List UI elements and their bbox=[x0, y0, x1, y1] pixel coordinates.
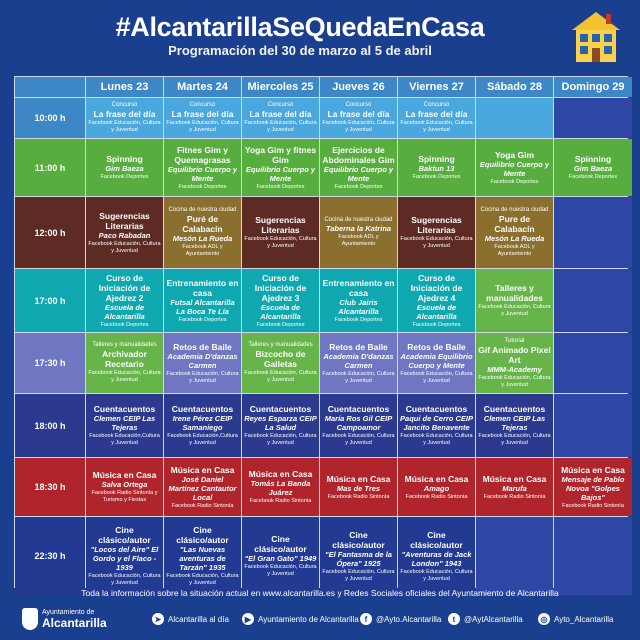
activity-channel: Facebook Educación, Cultura y Juventud bbox=[400, 568, 473, 582]
activity-title: Sugerencias Literarias bbox=[411, 215, 462, 235]
activity-cell[interactable] bbox=[398, 197, 475, 268]
activity-channel: Facebook Deportes bbox=[334, 316, 383, 323]
activity-channel: Facebook Deportes bbox=[178, 183, 227, 190]
activity-category: Concurso bbox=[111, 102, 138, 108]
activity-title: Cuentacuentos bbox=[171, 404, 234, 414]
activity-title: Cuentacuentos bbox=[327, 404, 390, 414]
activity-channel: Facebook Educación, Cultura y Juventud bbox=[400, 120, 473, 133]
time-label: 11:00 h bbox=[15, 139, 85, 196]
activity-channel: Facebook Radio Sintonía bbox=[327, 493, 390, 500]
activity-title: Retos de Baile bbox=[329, 341, 388, 352]
activity-detail: Paco Rabadan bbox=[98, 230, 151, 240]
activity-category: Concurso bbox=[267, 102, 294, 108]
activity-detail: Academia D'danzas Carmen bbox=[323, 351, 394, 370]
activity-channel: Facebook Deportes bbox=[100, 174, 149, 180]
activity-channel: Facebook Educación, Cultura y Juventud bbox=[166, 120, 239, 133]
activity-channel: Facebook ADL y Ayuntamiento bbox=[494, 244, 535, 257]
page-subtitle: Programación del 30 de marzo al 5 de abril bbox=[168, 43, 432, 58]
activity-channel: Facebook Educación, Cultura y Juventud bbox=[88, 240, 161, 254]
empty-slot bbox=[554, 394, 632, 457]
social-label: @AytAlcantarilla bbox=[464, 614, 523, 624]
activity-title: Yoga Gim bbox=[494, 149, 535, 160]
activity-channel: Facebook Educación, Cultura y Juventud bbox=[88, 573, 161, 586]
activity-channel: Facebook Deportes bbox=[569, 174, 617, 180]
activity-detail: Tomás La Banda Juárez bbox=[250, 479, 311, 497]
activity-cell[interactable] bbox=[398, 517, 475, 595]
activity-channel: Facebook Educación, Cultura y Juventud bbox=[166, 370, 239, 384]
activity-channel: Facebook Educación, Cultura y Juventud bbox=[478, 304, 551, 317]
day-header: Martes 24 bbox=[164, 77, 241, 97]
day-header: Jueves 26 bbox=[320, 77, 397, 97]
footer-info: Toda la información sobre la situación actual en www.alcantarilla.es y Redes Sociales oficiales del Ayuntamiento de Alcantarilla bbox=[81, 588, 559, 598]
logo-top: Ayuntamiento de bbox=[42, 608, 95, 616]
activity-cell[interactable] bbox=[476, 269, 553, 332]
activity-title: Cuentacuentos bbox=[483, 404, 546, 414]
activity-cell[interactable] bbox=[398, 139, 475, 196]
activity-category: Cocina de nuestra ciudad bbox=[168, 207, 237, 213]
time-label: 18:30 h bbox=[15, 458, 85, 516]
activity-category: Talleres y manualidades bbox=[92, 342, 157, 348]
activity-cell[interactable] bbox=[320, 394, 397, 457]
activity-channel: Facebook Educación, Cultura y Juventud bbox=[400, 433, 473, 446]
activity-cell[interactable] bbox=[554, 139, 632, 196]
activity-cell[interactable] bbox=[164, 98, 241, 138]
activity-title: Cine clásico/autor bbox=[332, 529, 385, 550]
activity-title: Spinning bbox=[418, 154, 455, 164]
activity-detail: Mensaje de Pablo Novoa "Golpes Bajos" bbox=[561, 474, 625, 502]
activity-title: La frase del día bbox=[249, 109, 312, 119]
house-icon bbox=[568, 8, 624, 64]
shield-icon bbox=[22, 608, 38, 630]
activity-detail: Mas de Tres bbox=[336, 483, 381, 493]
activity-detail: Academia D'danzas Carmen bbox=[167, 351, 238, 370]
activity-title: Cine clásico/autor bbox=[254, 534, 307, 554]
activity-cell[interactable] bbox=[164, 458, 241, 516]
activity-title: Yoga Gim y fitnes Gim bbox=[244, 144, 317, 165]
activity-cell[interactable] bbox=[164, 197, 241, 268]
activity-title: Curso de Iniciación de Ajedrez 4 bbox=[410, 272, 463, 303]
activity-channel: Facebook Radio Sintonía y Turismo y Fiestas bbox=[91, 490, 158, 503]
activity-channel: Facebook Deportes bbox=[490, 178, 539, 185]
social-label: Ayuntamiento de Alcantarilla bbox=[258, 614, 359, 624]
activity-title: Curso de Iniciación de Ajedrez 2 bbox=[98, 272, 151, 303]
instagram-icon: ◎ bbox=[538, 613, 550, 625]
activity-channel: Facebook Radio Sintonía bbox=[171, 502, 234, 509]
activity-detail: "Aventuras de Jack London" 1943 bbox=[401, 549, 472, 568]
activity-cell[interactable] bbox=[86, 517, 163, 595]
activity-cell[interactable] bbox=[476, 333, 553, 393]
activity-cell[interactable] bbox=[164, 517, 241, 595]
activity-cell[interactable] bbox=[164, 394, 241, 457]
time-label: 17:30 h bbox=[15, 333, 85, 393]
activity-channel: Facebook Deportes bbox=[178, 316, 227, 323]
activity-cell[interactable] bbox=[86, 269, 163, 332]
activity-detail: Escuela de Alcantarilla bbox=[416, 302, 457, 321]
activity-channel: Facebook Deportes bbox=[256, 183, 305, 190]
activity-detail: Mesón La Rueda bbox=[484, 234, 545, 243]
activity-title: Música en Casa bbox=[482, 473, 547, 484]
activity-detail: Mesón La Rueda bbox=[172, 234, 233, 243]
activity-title: La frase del día bbox=[405, 109, 468, 119]
social-instagram[interactable] bbox=[538, 613, 613, 625]
activity-detail: MMM-Academy bbox=[487, 364, 542, 374]
activity-cell[interactable] bbox=[476, 458, 553, 516]
activity-detail: Clemen CEIP Las Tejeras bbox=[93, 414, 156, 432]
activity-channel: Facebook Radio Sintonía bbox=[405, 493, 468, 500]
twitter-icon: t bbox=[448, 613, 460, 625]
activity-channel: Facebook Educación,Cultura y Juventud bbox=[89, 433, 160, 446]
empty-slot bbox=[554, 98, 632, 138]
activity-cell[interactable] bbox=[320, 458, 397, 516]
activity-title: Cuentacuentos bbox=[405, 404, 468, 414]
activity-channel: Facebook Radio Sintonía bbox=[562, 502, 624, 509]
empty-slot bbox=[554, 517, 632, 595]
activity-cell[interactable] bbox=[320, 269, 397, 332]
activity-detail: Equilibrio Cuerpo y Mente bbox=[323, 164, 394, 183]
activity-cell[interactable] bbox=[164, 139, 241, 196]
activity-detail: Clemen CEIP Las Tejeras bbox=[483, 414, 546, 432]
social-twitter[interactable] bbox=[448, 613, 523, 625]
activity-cell[interactable] bbox=[476, 197, 553, 268]
activity-cell[interactable] bbox=[86, 394, 163, 457]
activity-cell[interactable] bbox=[476, 394, 553, 457]
activity-cell[interactable] bbox=[320, 517, 397, 595]
activity-channel: Facebook Deportes bbox=[412, 321, 461, 328]
activity-category: Concurso bbox=[189, 102, 216, 108]
empty-slot bbox=[476, 517, 553, 595]
activity-detail: Academia Equilibrio Cuerpo y Mente bbox=[400, 351, 473, 370]
activity-title: Spinning bbox=[106, 154, 143, 164]
activity-detail: Paqui de Cerro CEIP Jancito Benavente bbox=[400, 414, 473, 432]
activity-detail: Gim Baeza bbox=[573, 164, 613, 173]
activity-channel: Facebook Educación, Cultura y Juventud bbox=[244, 370, 317, 383]
activity-cell[interactable] bbox=[164, 269, 241, 332]
activity-detail: José Daniel Martínez Cantautor Local bbox=[168, 474, 237, 502]
social-label: Ayto_Alcantarilla bbox=[554, 614, 614, 624]
activity-channel: Facebook Deportes bbox=[100, 321, 149, 328]
activity-title: Pure de Calabacín bbox=[494, 214, 535, 234]
activity-detail: Club Jairis Alcantarilla bbox=[338, 297, 379, 316]
activity-title: Curso de Iniciación de Ajedrez 3 bbox=[254, 272, 307, 303]
activity-category: Concurso bbox=[345, 102, 372, 108]
activity-title: Sugerencias Literarias bbox=[255, 215, 306, 235]
activity-detail: Irene Pérez CEIP Samaniego bbox=[172, 414, 233, 432]
schedule-grid bbox=[14, 76, 628, 588]
activity-title: La frase del día bbox=[171, 109, 234, 119]
activity-title: Música en Casa bbox=[326, 473, 391, 484]
activity-category: Talleres y manualidades bbox=[248, 342, 313, 348]
grid-corner bbox=[15, 77, 85, 97]
activity-detail: Marufa bbox=[502, 483, 527, 493]
activity-title: Música en Casa bbox=[561, 464, 625, 475]
activity-title: Música en Casa bbox=[404, 473, 469, 484]
social-youtube[interactable] bbox=[242, 613, 359, 625]
activity-cell[interactable] bbox=[398, 458, 475, 516]
activity-category: Concurso bbox=[423, 102, 450, 108]
activity-channel: Facebook Deportes bbox=[412, 174, 461, 180]
activity-detail: Taberna la Katrina bbox=[325, 224, 392, 233]
time-label: 10:00 h bbox=[15, 98, 85, 138]
empty-slot bbox=[554, 333, 632, 393]
activity-channel: Facebook ADL y Ayuntamiento bbox=[338, 234, 379, 247]
activity-channel: Facebook Deportes bbox=[334, 183, 383, 190]
activity-title: Cuentacuentos bbox=[93, 404, 156, 414]
activity-channel: Facebook Educación, Cultura y Juventud bbox=[244, 564, 317, 577]
activity-channel: Facebook Educación, Cultura y Juventud bbox=[244, 236, 317, 249]
time-label: 17:00 h bbox=[15, 269, 85, 332]
activity-title: Retos de Baile bbox=[173, 341, 232, 352]
activity-cell[interactable] bbox=[86, 333, 163, 393]
empty-slot bbox=[554, 269, 632, 332]
activity-channel: Facebook Educación, Cultura y Juventud bbox=[322, 568, 395, 582]
activity-channel: Facebook Radio Sintonía bbox=[249, 498, 312, 504]
activity-title: Entrenamiento en casa bbox=[166, 277, 239, 298]
activity-channel: Facebook Educación, Cultura y Juventud bbox=[166, 573, 239, 586]
activity-cell[interactable] bbox=[242, 394, 319, 457]
facebook-icon: f bbox=[360, 613, 372, 625]
activity-title: Talleres y manualidades bbox=[486, 283, 543, 303]
activity-detail: Escuela de Alcantarilla bbox=[104, 302, 145, 321]
activity-cell[interactable] bbox=[476, 139, 553, 196]
activity-channel: Facebook Educación, Cultura y Juventud bbox=[478, 433, 551, 446]
empty-slot bbox=[476, 98, 553, 138]
activity-cell[interactable] bbox=[398, 98, 475, 138]
activity-channel: Facebook Educación, Cultura y Juventud bbox=[88, 370, 161, 383]
activity-category: Tutorial bbox=[504, 337, 525, 344]
social-label: @Ayto.Alcantarilla bbox=[376, 614, 442, 624]
activity-title: Spinning bbox=[574, 154, 612, 164]
activity-channel: Facebook Educación, Cultura y Juventud bbox=[400, 236, 473, 249]
activity-cell[interactable] bbox=[554, 458, 632, 516]
day-header: Lunes 23 bbox=[86, 77, 163, 97]
activity-channel: Facebook Radio Sintonía bbox=[483, 493, 546, 500]
day-header: Domingo 29 bbox=[554, 77, 632, 97]
activity-title: Puré de Calabacín bbox=[182, 214, 223, 234]
activity-title: Retos de Baile bbox=[407, 341, 466, 352]
activity-cell[interactable] bbox=[86, 98, 163, 138]
activity-detail: Baktun 13 bbox=[418, 164, 455, 173]
activity-channel: Facebook Educación, Cultura y Juventud bbox=[244, 433, 317, 446]
activity-cell[interactable] bbox=[398, 333, 475, 393]
activity-title: Bizcocho de Galletas bbox=[255, 349, 306, 369]
activity-cell[interactable] bbox=[164, 333, 241, 393]
activity-cell[interactable] bbox=[86, 197, 163, 268]
activity-channel: Facebook ADL y Ayuntamiento bbox=[182, 244, 223, 257]
activity-category: Cocina de nuestra ciudad bbox=[480, 207, 549, 213]
activity-detail: Futsal Alcantarilla La Boca Te Lía bbox=[170, 297, 235, 316]
activity-channel: Facebook Educación, Cultura y Juventud bbox=[322, 120, 395, 133]
activity-cell[interactable] bbox=[242, 269, 319, 332]
activity-detail: Amago bbox=[423, 483, 450, 493]
day-header: Viernes 27 bbox=[398, 77, 475, 97]
activity-channel: Facebook Educación, Cultura y Juventud bbox=[322, 433, 395, 446]
activity-title: Entrenamiento en casa bbox=[322, 277, 395, 298]
activity-detail: Equilibrio Cuerpo y Mente bbox=[479, 159, 550, 178]
activity-title: Ejercicios de Abdominales Gim bbox=[322, 144, 395, 165]
activity-title: La frase del día bbox=[93, 109, 156, 119]
day-header: Miercoles 25 bbox=[242, 77, 319, 97]
activity-cell[interactable] bbox=[242, 333, 319, 393]
activity-detail: "Las Nuevas aventuras de Tarzán" 1935 bbox=[179, 545, 226, 572]
activity-cell[interactable] bbox=[398, 394, 475, 457]
activity-category: Cocina de nuestra ciudad bbox=[324, 217, 393, 223]
page-title: #AlcantarillaSeQuedaEnCasa bbox=[115, 12, 485, 42]
logo-name: Alcantarilla bbox=[42, 615, 107, 630]
social-label: Alcantarilla al día bbox=[168, 614, 229, 624]
activity-channel: Facebook Educación, Cultura y Juventud bbox=[244, 120, 317, 133]
activity-title: Música en Casa bbox=[248, 469, 313, 479]
activity-cell[interactable] bbox=[242, 139, 319, 196]
activity-title: Cuentacuentos bbox=[249, 404, 312, 414]
activity-channel: Facebook Educación, Cultura y Juventud bbox=[88, 120, 161, 133]
activity-title: Cine clásico/autor bbox=[410, 529, 463, 550]
activity-cell[interactable] bbox=[320, 139, 397, 196]
activity-detail: Gim Baeza bbox=[105, 164, 144, 173]
activity-title: Cine clásico/autor bbox=[176, 525, 229, 545]
activity-cell[interactable] bbox=[398, 269, 475, 332]
municipality-logo bbox=[22, 602, 122, 636]
activity-title: Sugerencias Literarias bbox=[99, 210, 150, 231]
day-header: Sábado 28 bbox=[476, 77, 553, 97]
telegram-icon: ➤ bbox=[152, 613, 164, 625]
time-label: 22:30 h bbox=[15, 517, 85, 595]
youtube-icon: ▶ bbox=[242, 613, 254, 625]
activity-channel: Facebook Educación, Cultura y Juventud bbox=[400, 370, 473, 384]
social-facebook[interactable] bbox=[360, 613, 441, 625]
activity-title: Gif Animado Pixel Art bbox=[478, 344, 551, 365]
activity-title: La frase del día bbox=[327, 109, 390, 119]
activity-title: Música en Casa bbox=[92, 470, 157, 480]
activity-title: Fitnes Gim y Quemagrasas bbox=[174, 144, 231, 165]
activity-detail: "El Gran Gato" 1949 bbox=[244, 554, 317, 563]
activity-detail: "El Fantasma de la Ópera" 1925 bbox=[325, 549, 392, 568]
social-telegram[interactable] bbox=[152, 613, 229, 625]
activity-title: Cine clásico/autor bbox=[98, 525, 151, 545]
activity-cell[interactable] bbox=[320, 98, 397, 138]
activity-channel: Facebook Educación, Cultura y Juventud bbox=[322, 370, 395, 384]
activity-cell[interactable] bbox=[320, 197, 397, 268]
activity-detail: María Ros Gil CEIP Campoamor bbox=[324, 414, 393, 432]
activity-detail: Escuela de Alcantarilla bbox=[260, 302, 301, 321]
empty-slot bbox=[554, 197, 632, 268]
activity-channel: Facebook Educación, Cultura y Juventud bbox=[478, 374, 551, 388]
activity-detail: Equilibrio Cuerpo y Mente bbox=[167, 164, 238, 183]
activity-title: Archivador Recetario bbox=[102, 349, 147, 369]
time-label: 18:00 h bbox=[15, 394, 85, 457]
activity-cell[interactable] bbox=[86, 458, 163, 516]
activity-cell[interactable] bbox=[242, 98, 319, 138]
activity-channel: Facebook Educación,Cultura y Juventud bbox=[167, 433, 238, 446]
activity-detail: "Locos del Aire" El Gordo y el Flaco - 1939 bbox=[90, 545, 159, 572]
activity-detail: Equilibrio Cuerpo y Mente bbox=[245, 164, 316, 183]
activity-cell[interactable] bbox=[242, 458, 319, 516]
activity-detail: Salva Ortega bbox=[101, 480, 148, 489]
activity-channel: Facebook Deportes bbox=[256, 321, 305, 328]
activity-cell[interactable] bbox=[242, 197, 319, 268]
activity-detail: Reyes Esparza CEIP La Salud bbox=[244, 414, 317, 432]
activity-cell[interactable] bbox=[320, 333, 397, 393]
activity-cell[interactable] bbox=[242, 517, 319, 595]
time-label: 12:00 h bbox=[15, 197, 85, 268]
activity-cell[interactable] bbox=[86, 139, 163, 196]
activity-title: Música en Casa bbox=[170, 464, 235, 475]
